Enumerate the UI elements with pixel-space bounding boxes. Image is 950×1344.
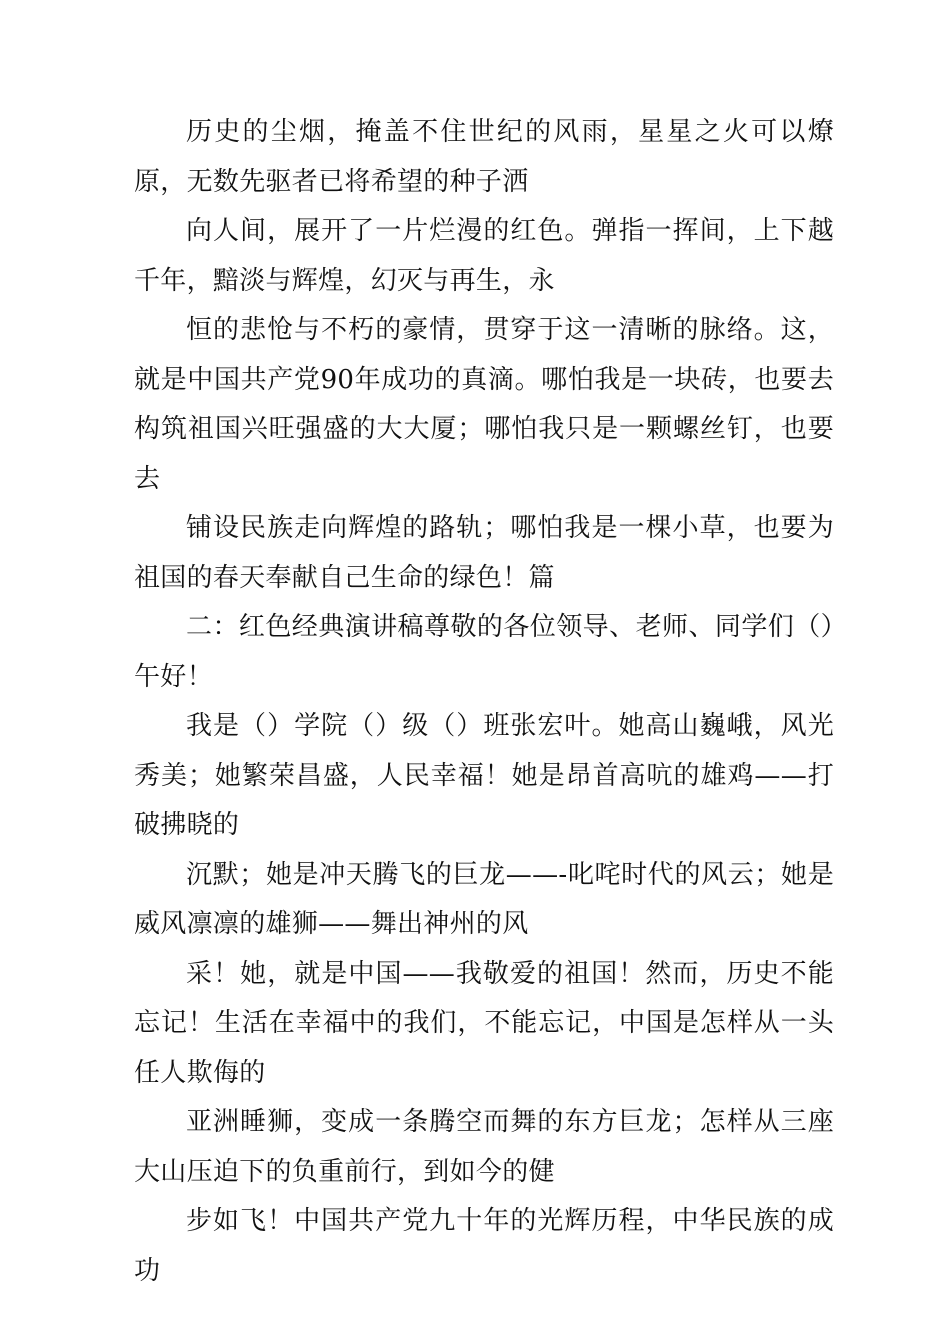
paragraph: 步如飞！中国共产党九十年的光辉历程，中华民族的成功 bbox=[134, 1206, 834, 1286]
paragraph: 向人间，展开了一片烂漫的红色。弹指一挥间，上下越千年，黯淡与辉煌，幻灭与再生，永 bbox=[134, 216, 834, 296]
paragraph: 沉默；她是冲天腾飞的巨龙——-叱咤时代的风云；她是威风凛凛的雄狮——舞出神州的风 bbox=[134, 859, 834, 939]
paragraph: 我是（）学院（）级（）班张宏叶。她高山巍峨，风光秀美；她繁荣昌盛，人民幸福！她是昂首高吭的雄鸡——打破拂晓的 bbox=[134, 711, 834, 840]
document-body bbox=[134, 108, 834, 1296]
paragraph: 历史的尘烟，掩盖不住世纪的风雨，星星之火可以燎原，无数先驱者已将希望的种子洒 bbox=[134, 117, 834, 197]
paragraph: 亚洲睡狮，变成一条腾空而舞的东方巨龙；怎样从三座大山压迫下的负重前行，到如今的健 bbox=[134, 1107, 834, 1187]
paragraph: 二：红色经典演讲稿尊敬的各位领导、老师、同学们（）午好！ bbox=[134, 612, 834, 692]
paragraph: 铺设民族走向辉煌的路轨；哪怕我是一棵小草，也要为祖国的春天奉献自己生命的绿色！篇 bbox=[134, 513, 834, 593]
paragraph: 恒的悲怆与不朽的豪情，贯穿于这一清晰的脉络。这，就是中国共产党90年成功的真滴。哪怕我是一块砖，也要去构筑祖国兴旺强盛的大大厦；哪怕我只是一颗螺丝钉，也要去 bbox=[134, 315, 834, 494]
paragraph: 采！她，就是中国——我敬爱的祖国！然而，历史不能忘记！生活在幸福中的我们，不能忘记，中国是怎样从一头任人欺侮的 bbox=[134, 958, 834, 1088]
